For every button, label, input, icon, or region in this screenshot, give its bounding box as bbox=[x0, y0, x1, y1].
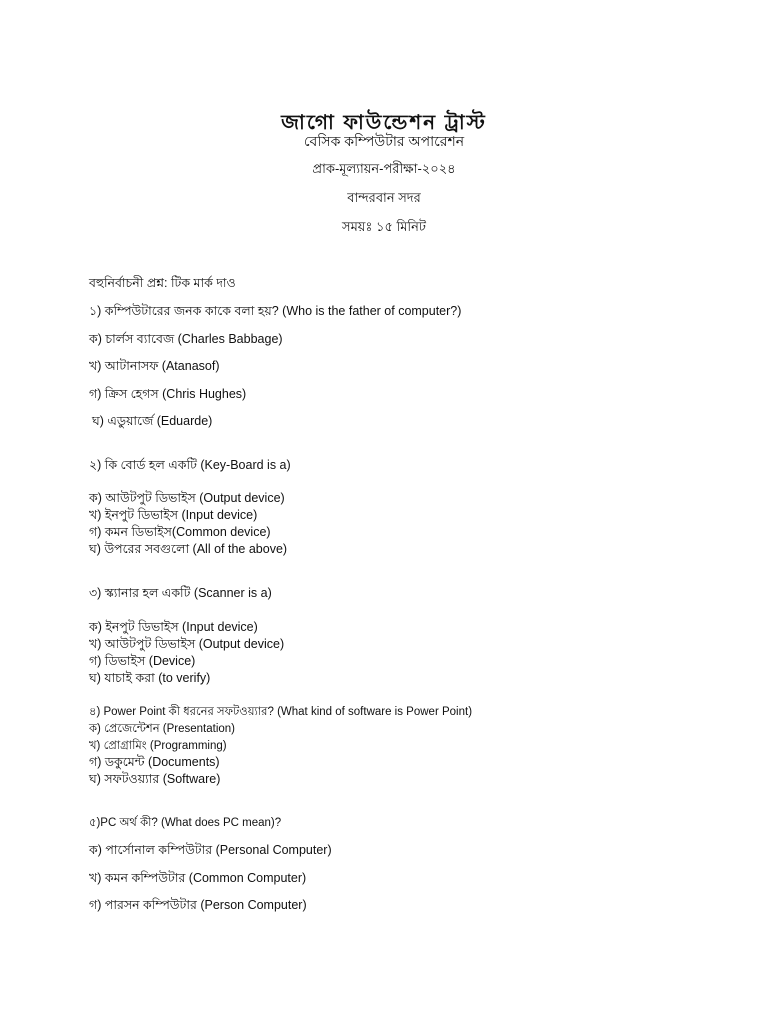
question-5: ৫)PC অর্থ কী? (What does PC mean)? bbox=[89, 817, 282, 829]
question-1: ১) কম্পিউটারের জনক কাকে বলা হয়? (Who is the father of computer?) bbox=[89, 304, 462, 318]
q3-option-d: ঘ) যাচাই করা (to verify) bbox=[89, 671, 211, 685]
q4-option-d: ঘ) সফটওয়্যার (Software) bbox=[89, 772, 221, 786]
q2-option-c: গ) কমন ডিভাইস(Common device) bbox=[89, 525, 271, 539]
q1-option-b: খ) আটানাসফ (Atanasof) bbox=[89, 359, 220, 373]
question-2: ২) কি বোর্ড হল একটি (Key-Board is a) bbox=[89, 458, 291, 472]
q4-option-c: গ) ডকুমেন্ট (Documents) bbox=[89, 755, 220, 769]
q4-option-a: ক) প্রেজেন্টেশন (Presentation) bbox=[89, 723, 235, 735]
q2-option-b: খ) ইনপুট ডিভাইস (Input device) bbox=[89, 508, 258, 522]
q5-option-b: খ) কমন কম্পিউটার (Common Computer) bbox=[89, 871, 307, 885]
q2-option-a: ক) আউটপুট ডিভাইস (Output device) bbox=[89, 491, 285, 505]
instructions: বহুনির্বাচনী প্রশ্ন: টিক মার্ক দাও bbox=[89, 276, 236, 290]
question-4: ৪) Power Point কী ধরনের সফটওয়্যার? (What kind of software is Power Point) bbox=[89, 706, 473, 718]
q5-option-a: ক) পার্সোনাল কম্পিউটার (Personal Computer) bbox=[89, 843, 332, 857]
q1-option-a: ক) চার্লস ব্যাবেজ (Charles Babbage) bbox=[89, 332, 283, 346]
location-title: বান্দরবান সদর bbox=[347, 190, 421, 205]
q1-option-d: ঘ) এডুয়ার্জে (Eduarde) bbox=[92, 414, 213, 428]
q3-option-a: ক) ইনপুট ডিভাইস (Input device) bbox=[89, 620, 258, 634]
q3-option-c: গ) ডিভাইস (Device) bbox=[89, 654, 196, 668]
question-3: ৩) স্ক্যানার হল একটি (Scanner is a) bbox=[89, 586, 272, 600]
course-title: বেসিক কম্পিউটার অপারেশন bbox=[303, 133, 465, 149]
q4-option-b: খ) প্রোগ্রামিং (Programming) bbox=[89, 740, 227, 752]
q5-option-c: গ) পারসন কম্পিউটার (Person Computer) bbox=[89, 898, 307, 912]
q1-option-c: গ) ক্রিস হেগস (Chris Hughes) bbox=[89, 387, 247, 401]
exam-title: প্রাক-মূল্যায়ন-পরীক্ষা-২০২৪ bbox=[312, 161, 456, 176]
q3-option-b: খ) আউটপুট ডিভাইস (Output device) bbox=[89, 637, 285, 651]
q2-option-d: ঘ) উপরের সবগুলো (All of the above) bbox=[89, 542, 288, 556]
time-title: সময়ঃ ১৫ মিনিট bbox=[342, 219, 426, 234]
org-title: জাগো ফাউন্ডেশন ট্রাস্ট bbox=[281, 112, 487, 134]
